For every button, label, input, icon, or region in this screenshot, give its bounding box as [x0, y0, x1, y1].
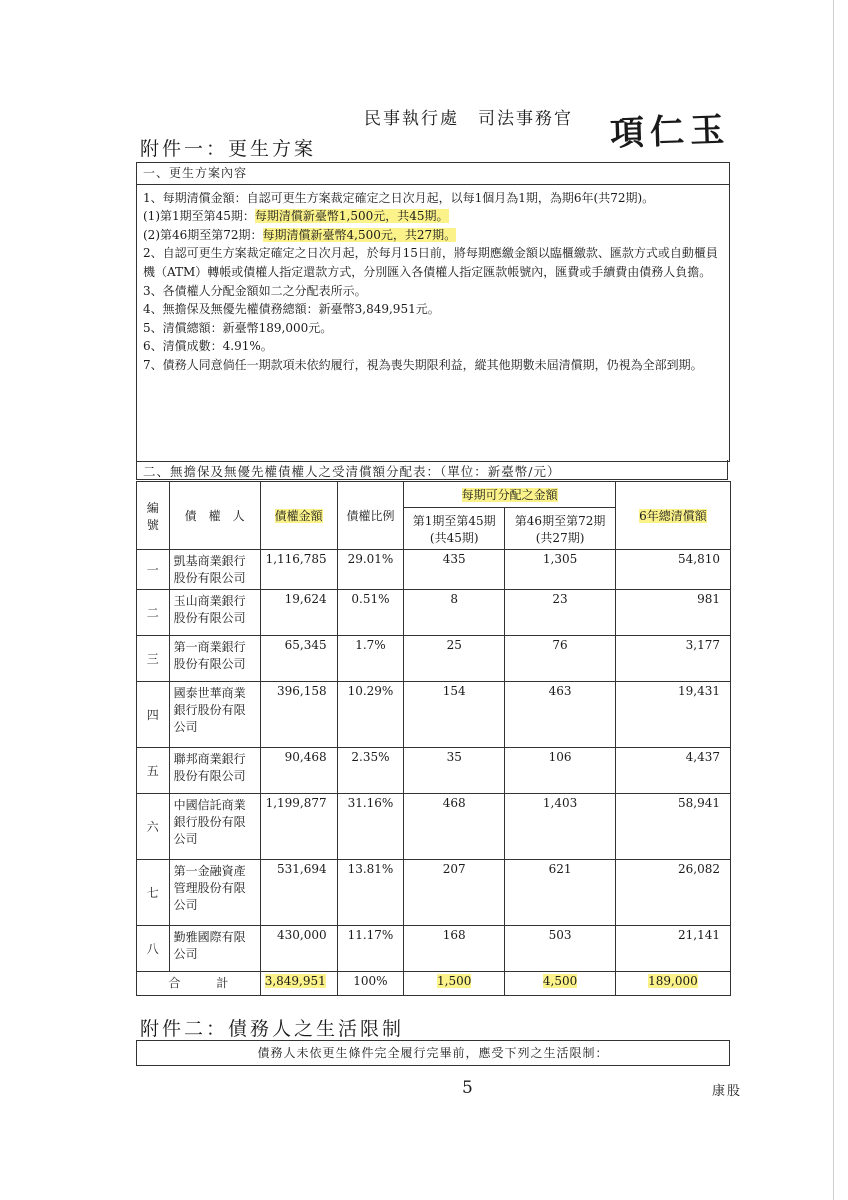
handwritten-signature: 項仁玉: [609, 109, 731, 155]
col-header-creditor: 債 權 人: [169, 482, 260, 550]
creditor-name: 玉山商業銀行股份有限公司: [169, 590, 260, 636]
attachment2-title: 附件二：債務人之生活限制: [140, 1018, 405, 1040]
creditor-name: 國泰世華商業銀行股份有限公司: [169, 682, 260, 748]
highlight-period1: 每期清償新臺幣1,500元，共45期。: [254, 209, 449, 224]
table-row: 四 國泰世華商業銀行股份有限公司 396,158 10.29% 154 463 19,431: [137, 682, 731, 748]
total-sum: 189,000: [615, 972, 730, 996]
plan-content-box: [136, 162, 730, 462]
distribution-table: [136, 481, 731, 996]
total-ratio: 100%: [337, 972, 404, 996]
total-period2: 4,500: [505, 972, 616, 996]
plan-item-1-2: (2)第46期至第72期：每期清償新臺幣4,500元，共27期。: [143, 227, 457, 242]
plan-item-2: 2、自認可更生方案裁定確定之日次月起，於每月15日前，將每期應繳金額以臨櫃繳款、匯款方式或自動櫃員機（ATM）轉帳或債權人指定還款方式，分別匯入各債權人指定匯款帳號內，匯費或手續費由債務人負擔。: [143, 246, 718, 279]
plan-items: [137, 185, 729, 375]
plan-item-1-1: (1)第1期至第45期：每期清償新臺幣1,500元，共45期。: [143, 209, 449, 224]
table-row: 七 第一金融資產管理股份有限公司 531,694 13.81% 207 621 26,082: [137, 860, 731, 926]
page-edge-line: [833, 0, 834, 1200]
table-row: 五 聯邦商業銀行股份有限公司 90,468 2.35% 35 106 4,437: [137, 748, 731, 794]
col-header-period1: 第1期至第45期 (共45期): [404, 508, 505, 550]
section2-heading: 二、無擔保及無優先權債權人之受清償額分配表：（單位：新臺幣/元）: [136, 460, 728, 480]
total-label: 合 計: [137, 972, 261, 996]
plan-item-6: 6、清償成數：4.91%。: [143, 339, 273, 354]
plan-item-4: 4、無擔保及無優先權債務總額：新臺幣3,849,951元。: [143, 302, 440, 317]
col-header-no: 編號: [137, 482, 170, 550]
plan-item-1: 1、每期清償金額：自認可更生方案裁定確定之日次月起，以每1個月為1期，為期6年(共72期)。: [143, 190, 655, 205]
col-header-amount: 債權金額: [260, 482, 337, 550]
table-row: 六 中國信託商業銀行股份有限公司 1,199,877 31.16% 468 1,403 58,941: [137, 794, 731, 860]
plan-item-3: 3、各債權人分配金額如二之分配表所示。: [143, 283, 367, 298]
division-label: 康股: [712, 1084, 743, 1099]
total-period1: 1,500: [404, 972, 505, 996]
col-header-total: 6年總清償額: [615, 482, 730, 550]
col-header-period2: 第46期至第72期 (共27期): [505, 508, 616, 550]
col-header-ratio: 債權比例: [337, 482, 404, 550]
creditor-name: 中國信託商業銀行股份有限公司: [169, 794, 260, 860]
page-number: 5: [462, 1078, 473, 1098]
table-row: 三 第一商業銀行股份有限公司 65,345 1.7% 25 76 3,177: [137, 636, 731, 682]
plan-item-5: 5、清償總額：新臺幣189,000元。: [143, 320, 333, 335]
table-row: 八 勤雅國際有限公司 430,000 11.17% 168 503 21,141: [137, 926, 731, 972]
plan-item-7: 7、債務人同意倘任一期款項未依約履行，視為喪失期限利益，縱其他期數未屆清償期，仍視為全部到期。: [143, 357, 703, 372]
highlight-period2: 每期清償新臺幣4,500元，共27期。: [262, 227, 457, 242]
total-amount: 3,849,951: [260, 972, 337, 996]
creditor-name: 凱基商業銀行股份有限公司: [169, 550, 260, 590]
col-header-per-period: 每期可分配之金額: [404, 482, 616, 508]
living-restriction-box: 債務人未依更生條件完全履行完畢前，應受下列之生活限制：: [136, 1040, 730, 1066]
section1-heading: 一、更生方案內容: [137, 163, 729, 185]
creditor-name: 聯邦商業銀行股份有限公司: [169, 748, 260, 794]
attachment1-title: 附件一：更生方案: [140, 138, 317, 160]
table-row: 一 凱基商業銀行股份有限公司 1,116,785 29.01% 435 1,305 54,810: [137, 550, 731, 590]
creditor-name: 第一金融資產管理股份有限公司: [169, 860, 260, 926]
office-header: 民事執行處 司法事務官: [364, 109, 573, 129]
creditor-name: 勤雅國際有限公司: [169, 926, 260, 972]
total-row: [137, 972, 731, 996]
creditor-name: 第一商業銀行股份有限公司: [169, 636, 260, 682]
table-row: 二 玉山商業銀行股份有限公司 19,624 0.51% 8 23 981: [137, 590, 731, 636]
